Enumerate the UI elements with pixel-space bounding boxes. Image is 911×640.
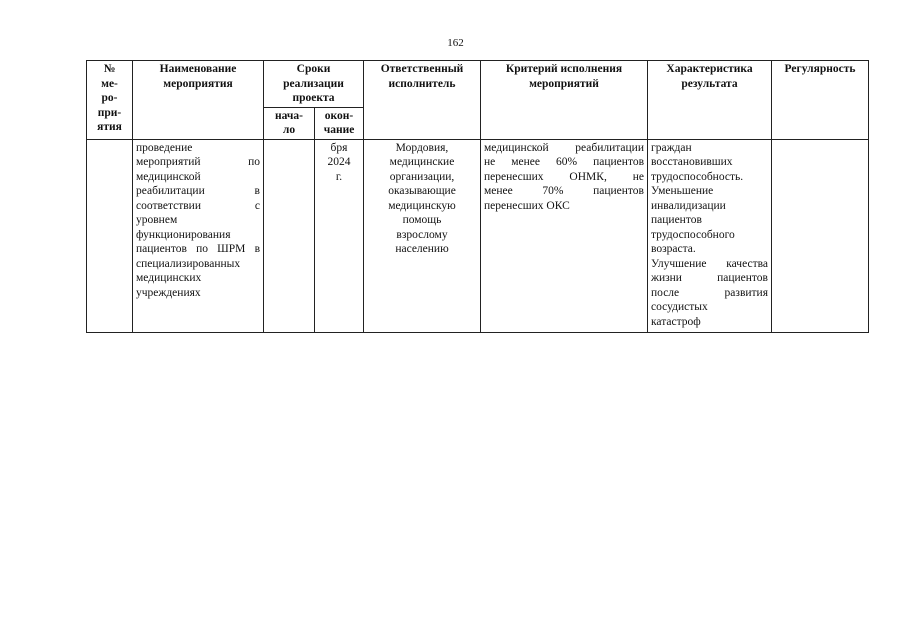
header-criterion: Критерий исполнения мероприятий (481, 61, 648, 140)
result-line: трудоспособность. (651, 170, 744, 183)
name-line: соответствии с (136, 199, 260, 212)
header-row-1 (87, 61, 869, 108)
header-end: окон- чание (315, 107, 364, 139)
criterion-line: менее 70% пациентов (484, 185, 644, 197)
criterion-line: медицинской реабилитации (484, 141, 644, 154)
result-line: жизни пациентов (651, 272, 768, 284)
name-line: учреждениях (136, 286, 201, 299)
responsible-line: помощь (402, 214, 442, 226)
name-line: проведение (136, 141, 193, 154)
end-line: г. (335, 170, 343, 183)
responsible-line: оказывающие (388, 185, 456, 197)
name-line: специализированных (136, 257, 241, 270)
responsible-line: организации, (389, 170, 455, 183)
result-line: Улучшение качества (651, 257, 768, 270)
result-line: сосудистых (651, 301, 708, 313)
cell-responsible (364, 139, 481, 332)
header-result: Характеристика результата (648, 61, 772, 140)
end-line: 2024 (327, 156, 351, 168)
cell-end (315, 139, 364, 332)
header-regularity: Регулярность (772, 61, 869, 140)
header-name: Наименование мероприятия (133, 61, 264, 140)
criterion-line: перенесших ОНМК, не (484, 170, 644, 183)
criterion-line: перенесших ОКС (484, 199, 570, 212)
criterion-line: не менее 60% пациентов (484, 156, 644, 168)
name-line: уровнем (136, 214, 178, 226)
result-line: граждан (651, 141, 692, 154)
responsible-line: медицинские (389, 156, 455, 168)
result-line: после развития (651, 286, 768, 299)
header-responsible: Ответственный исполнитель (364, 61, 481, 140)
page-number: 162 (447, 37, 464, 49)
name-line: медицинской (136, 170, 201, 183)
responsible-line: Мордовия, (395, 141, 449, 154)
header-start: нача- ло (264, 107, 315, 139)
cell-result (648, 139, 772, 332)
end-line: бря (330, 141, 348, 154)
result-line: инвалидизации (651, 199, 726, 212)
result-line: Уменьшение (651, 185, 714, 197)
cell-regularity (772, 139, 869, 332)
result-line: трудоспособного (651, 228, 735, 241)
result-line: катастроф (651, 315, 701, 328)
result-line: пациентов (651, 214, 702, 226)
header-period: Сроки реализации проекта (264, 61, 364, 108)
responsible-line: населению (395, 243, 449, 255)
cell-criterion (481, 139, 648, 332)
name-line: функционирования (136, 228, 231, 241)
name-line: мероприятий по (136, 156, 260, 168)
result-line: возраста. (651, 243, 696, 255)
cell-name (133, 139, 264, 332)
name-line: медицинских (136, 272, 202, 284)
result-line: восстановивших (651, 156, 733, 168)
cell-start (264, 139, 315, 332)
responsible-line: медицинскую (388, 199, 456, 212)
table-row (87, 139, 869, 332)
header-num: № ме- ро- при- ятия (87, 61, 133, 140)
name-line: пациентов по ШРМ в (136, 243, 260, 255)
responsible-line: взрослому (396, 228, 448, 241)
activities-table (86, 60, 869, 333)
cell-num (87, 139, 133, 332)
name-line: реабилитации в (136, 185, 260, 197)
